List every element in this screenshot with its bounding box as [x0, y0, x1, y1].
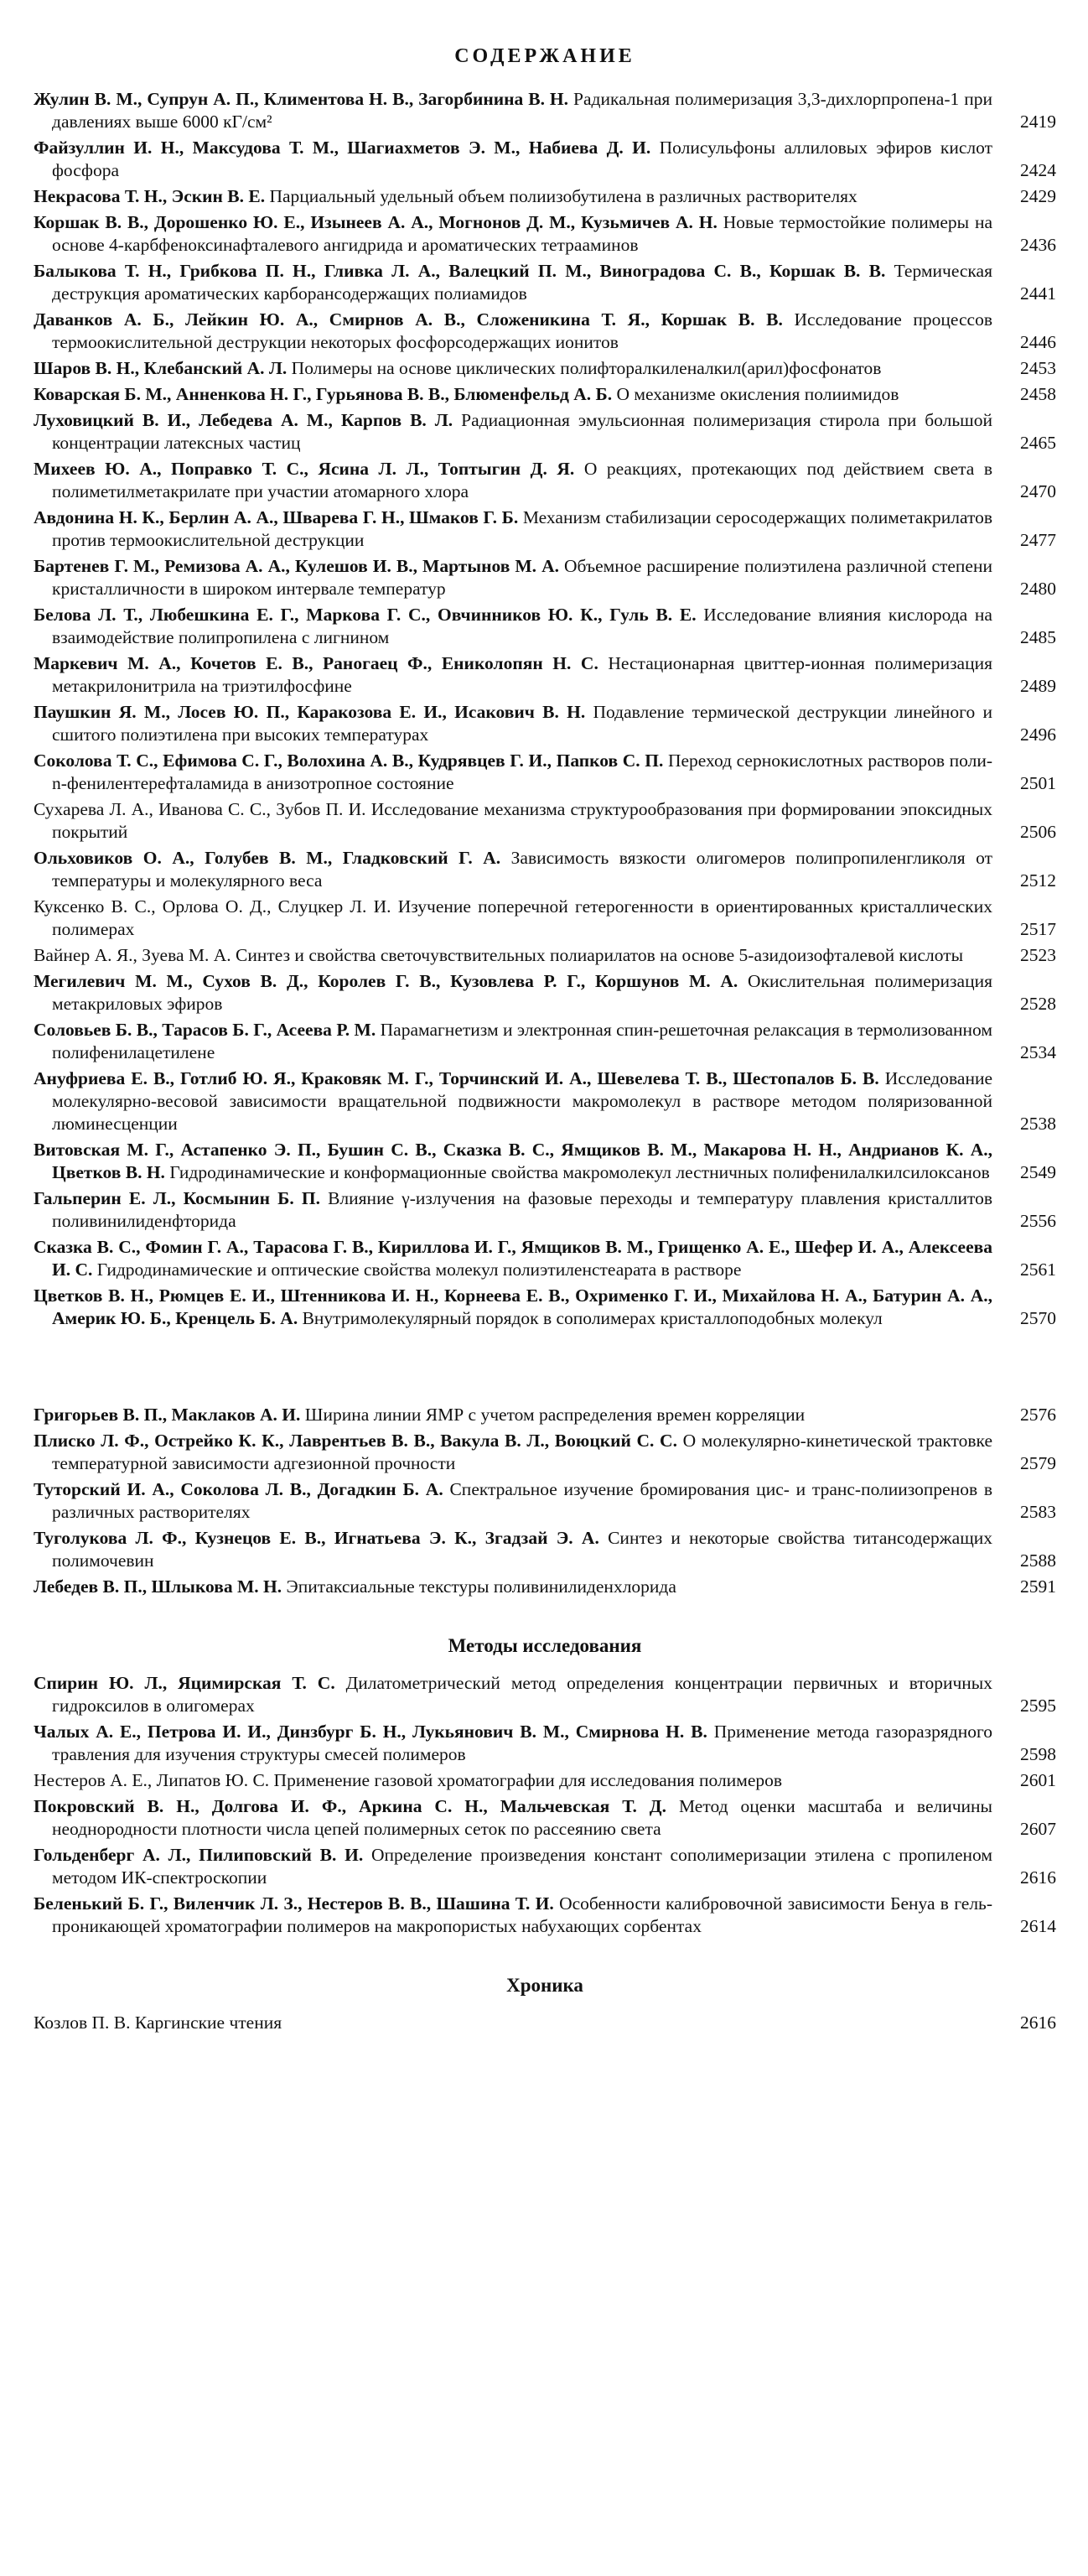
- entry-title: Парамагнетизм и электронная спин-решеточная релаксация в термолизованном полифенилацетилене: [52, 1020, 993, 1062]
- entry-title: Внутримолекулярный порядок в сополимерах кристаллоподобных молекул: [302, 1308, 883, 1328]
- entry-text: [34, 1478, 992, 1524]
- toc-entry: [34, 555, 1056, 600]
- page-number: 2556: [1020, 1211, 1056, 1231]
- toc-entry: [34, 1139, 1056, 1184]
- chronicle-entries: [34, 2012, 1056, 2034]
- page-number: 2549: [1020, 1162, 1056, 1182]
- entry-authors: Авдонина Н. К., Берлин А. А., Шварева Г. Н., Шмаков Г. Б.: [34, 507, 519, 527]
- entry-text: [34, 847, 992, 892]
- short-entries: [34, 1404, 1056, 1598]
- entry-authors: Михеев Ю. А., Поправко Т. С., Ясина Л. Л., Топтыгин Д. Я.: [34, 459, 575, 479]
- page-number: 2480: [1020, 579, 1056, 599]
- toc-entry: [34, 944, 1056, 967]
- entry-text: [34, 2012, 992, 2034]
- page-number: 2436: [1020, 235, 1056, 255]
- page-number: 2501: [1020, 773, 1056, 793]
- toc-entry: [34, 847, 1056, 892]
- toc-entry: [34, 1795, 1056, 1841]
- toc-entry: [34, 2012, 1056, 2034]
- page-number: 2470: [1020, 481, 1056, 501]
- page-number: 2534: [1020, 1042, 1056, 1062]
- entry-title: Гидродинамические и оптические свойства молекул полиэтиленстеарата в растворе: [96, 1259, 742, 1280]
- entry-title: Эпитаксиальные текстуры поливинилиденхлорида: [286, 1576, 676, 1597]
- entry-title: Переход сернокислотных растворов поли-n-фенилентерефталамида в анизотропное состояние: [52, 750, 992, 793]
- entry-title: Подавление термической деструкции линейного и сшитого полиэтилена при высоких температурах: [52, 702, 992, 745]
- entry-title: Ширина линии ЯМР с учетом распределения времен корреляции: [304, 1405, 806, 1425]
- toc-entry: [34, 1672, 1056, 1717]
- entry-title: Влияние γ-излучения на фазовые переходы и температуру плавления кристаллитов поливинилиденфторида: [52, 1188, 993, 1231]
- toc-entry: [34, 1844, 1056, 1889]
- toc-entry: [34, 506, 1056, 552]
- toc-entry: [34, 1527, 1056, 1572]
- entry-title: Спектральное изучение бромирования цис- и транс-полиизопренов в различных растворителях: [52, 1479, 993, 1522]
- entry-text: [34, 555, 992, 600]
- page-number: 2424: [1020, 160, 1056, 180]
- entry-title: Козлов П. В. Каргинские чтения: [34, 2012, 282, 2033]
- entry-text: [34, 409, 992, 454]
- entry-text: [34, 458, 992, 503]
- entry-text: [34, 1404, 992, 1426]
- page-number: 2538: [1020, 1114, 1056, 1134]
- page-number: 2517: [1020, 919, 1056, 939]
- entry-authors: Витовская М. Г., Астапенко Э. П., Бушин С. В., Сказка В. С., Ямщиков В. М., Макарова Н. Н., Андрианов К. А., Цветков В. Н.: [34, 1140, 992, 1182]
- page-number: 2576: [1020, 1405, 1056, 1425]
- entry-title: Механизм стабилизации серосодержащих полиметакрилатов против термоокислительной деструкции: [52, 507, 992, 550]
- entry-text: [34, 1795, 992, 1841]
- entry-text: [34, 1721, 992, 1766]
- toc-entry: [34, 383, 1056, 406]
- entry-title: Определение произведения констант сополимеризации этилена с пропиленом методом ИК-спектроскопии: [52, 1845, 993, 1888]
- entry-text: [34, 309, 992, 354]
- entry-text: [34, 1139, 992, 1184]
- page-number: 2616: [1020, 2012, 1056, 2033]
- page-number: 2601: [1020, 1770, 1056, 1790]
- entry-authors: Луховицкий В. И., Лебедева А. М., Карпов В. Л.: [34, 410, 453, 430]
- entry-title: Исследование влияния кислорода на взаимодействие полипропилена с лигнином: [52, 605, 992, 647]
- entry-text: [34, 970, 992, 1015]
- entry-title: О молекулярно-кинетической трактовке температурной зависимости адгезионной прочности: [52, 1431, 992, 1473]
- toc-entry: [34, 1019, 1056, 1064]
- entry-title: Радикальная полимеризация 3,3-дихлорпропена-1 при давлениях выше 6000 кГ/см²: [52, 89, 992, 132]
- entry-text: [34, 1019, 992, 1064]
- entry-authors: Туторский И. А., Соколова Л. В., Догадкин Б. А.: [34, 1479, 443, 1499]
- entry-text: [34, 798, 992, 844]
- entry-title: Синтез и некоторые свойства титансодержащих полимочевин: [52, 1528, 993, 1571]
- entry-title: Полисульфоны аллиловых эфиров кислот фосфора: [52, 138, 992, 180]
- toc-entry: [34, 1404, 1056, 1426]
- entry-title: Нестационарная цвиттер-ионная полимеризация метакрилонитрила на триэтилфосфине: [52, 653, 993, 696]
- toc-entry: [34, 604, 1056, 649]
- page-number: 2419: [1020, 112, 1056, 132]
- entry-authors: Бартенев Г. М., Ремизова А. А., Кулешов И. В., Мартынов М. А.: [34, 556, 559, 576]
- entry-authors: Гальперин Е. Л., Космынин Б. П.: [34, 1188, 320, 1208]
- entry-authors: Чалых А. Е., Петрова И. И., Динзбург Б. Н., Лукьянович В. М., Смирнова Н. В.: [34, 1722, 707, 1742]
- page-number: 2598: [1020, 1744, 1056, 1764]
- page-number: 2570: [1020, 1308, 1056, 1328]
- toc-entry: [34, 1576, 1056, 1598]
- page-number: 2458: [1020, 384, 1056, 404]
- entry-text: [34, 944, 992, 967]
- entry-text: [34, 383, 992, 406]
- entry-text: [34, 1672, 992, 1717]
- entry-title: Окислительная полимеризация метакриловых эфиров: [52, 971, 992, 1014]
- toc-entry: [34, 137, 1056, 182]
- entry-title: Куксенко В. С., Орлова О. Д., Слуцкер Л. И. Изучение поперечной гетерогенности в ориентированных кристаллических полимерах: [34, 896, 992, 939]
- toc-entry: [34, 798, 1056, 844]
- entry-text: [34, 1430, 992, 1475]
- toc-entry: [34, 88, 1056, 133]
- page-number: 2446: [1020, 332, 1056, 352]
- toc-entry: [34, 1478, 1056, 1524]
- entry-text: [34, 1893, 992, 1938]
- page-number: 2485: [1020, 627, 1056, 647]
- contents-page: [34, 34, 1056, 2038]
- page-number: 2523: [1020, 945, 1056, 965]
- page-number: 2591: [1020, 1576, 1056, 1597]
- methods-entries: [34, 1672, 1056, 1938]
- entry-authors: Паушкин Я. М., Лосев Ю. П., Каракозова Е. И., Исакович В. Н.: [34, 702, 586, 722]
- entry-title: Метод оценки масштаба и величины неоднородности плотности числа цепей полимерных сеток по рассеянию света: [52, 1796, 993, 1839]
- page-number: 2453: [1020, 358, 1056, 378]
- entry-authors: Беленький Б. Г., Виленчик Л. З., Нестеров В. В., Шашина Т. И.: [34, 1893, 554, 1914]
- entry-title: Термическая деструкция ароматических карборансодержащих полиамидов: [52, 261, 992, 304]
- entry-authors: Спирин Ю. Л., Яцимирская Т. С.: [34, 1673, 335, 1693]
- entry-title: Объемное расширение полиэтилена различной степени кристалличности в широком интервале температур: [52, 556, 992, 599]
- entry-title: Применение метода газоразрядного травления для изучения структуры смесей полимеров: [52, 1722, 992, 1764]
- page-number: 2528: [1020, 994, 1056, 1014]
- entry-authors: Коварская Б. М., Анненкова Н. Г., Гурьянова В. В., Блюменфельд А. Б.: [34, 384, 613, 404]
- toc-entry: [34, 1893, 1056, 1938]
- page-number: 2607: [1020, 1819, 1056, 1839]
- entry-authors: Сказка В. С., Фомин Г. А., Тарасова Г. В., Кириллова И. Г., Ямщиков В. М., Грищенко А. Е., Шефер И. А., Алексеева И. С.: [34, 1237, 992, 1280]
- entry-title: О реакциях, протекающих под действием света в полиметилметакрилате при участии атомарного хлора: [52, 459, 992, 501]
- entry-text: [34, 137, 992, 182]
- toc-entry: [34, 309, 1056, 354]
- entry-authors: Файзуллин И. Н., Максудова Т. М., Шагиахметов Э. М., Набиева Д. И.: [34, 138, 651, 158]
- page-number: 2506: [1020, 822, 1056, 842]
- page-number: 2465: [1020, 433, 1056, 453]
- toc-entry: [34, 1721, 1056, 1766]
- entry-title: Дилатометрический метод определения концентрации первичных и вторичных гидроксилов в олигомерах: [52, 1673, 993, 1716]
- entry-text: [34, 701, 992, 746]
- entry-authors: Ольховиков О. А., Голубев В. М., Гладковский Г. А.: [34, 848, 501, 868]
- toc-entry: [34, 1769, 1056, 1792]
- entry-title: Исследование процессов термоокислительной деструкции некоторых фосфорсодержащих ионитов: [52, 309, 992, 352]
- toc-entry: [34, 1236, 1056, 1281]
- entry-title: Новые термостойкие полимеры на основе 4-карбфеноксинафталевого ангидрида и ароматических тетрааминов: [52, 212, 992, 255]
- chronicle-title: Хроника: [506, 1975, 583, 1996]
- entry-authors: Коршак В. В., Дорошенко Ю. Е., Изынеев А. А., Могнонов Д. М., Кузьмичев А. Н.: [34, 212, 718, 232]
- page-number: 2441: [1020, 283, 1056, 304]
- entry-authors: Мегилевич М. М., Сухов В. Д., Королев Г. В., Кузовлева Р. Г., Коршунов М. А.: [34, 971, 738, 991]
- entry-text: [34, 211, 992, 257]
- entry-title: Радиационная эмульсионная полимеризация стирола при большой концентрации латексных частиц: [52, 410, 992, 453]
- toc-entry: [34, 1285, 1056, 1330]
- entry-text: [34, 896, 992, 941]
- toc-entry: [34, 701, 1056, 746]
- page-number: 2496: [1020, 724, 1056, 745]
- entry-text: [34, 357, 992, 380]
- entry-authors: Балыкова Т. Н., Грибкова П. Н., Гливка Л. А., Валецкий П. М., Виноградова С. В., Коршак В. В.: [34, 261, 886, 281]
- main-entries: [34, 88, 1056, 1330]
- entry-text: [34, 1067, 992, 1135]
- entry-text: [34, 1844, 992, 1889]
- page-number: 2561: [1020, 1259, 1056, 1280]
- entry-authors: Даванков А. Б., Лейкин Ю. А., Смирнов А. В., Сложеникина Т. Я., Коршак В. В.: [34, 309, 783, 330]
- entry-title: Парциальный удельный объем полиизобутилена в различных растворителях: [269, 186, 857, 206]
- toc-entry: [34, 409, 1056, 454]
- entry-text: [34, 1187, 992, 1233]
- entry-text: [34, 1576, 992, 1598]
- entry-text: [34, 1769, 992, 1792]
- toc-entry: [34, 185, 1056, 208]
- page-number: 2477: [1020, 530, 1056, 550]
- page-number: 2512: [1020, 870, 1056, 891]
- toc-entry: [34, 1067, 1056, 1135]
- entry-authors: Григорьев В. П., Маклаков А. И.: [34, 1405, 301, 1425]
- entry-text: [34, 88, 992, 133]
- entry-authors: Соколова Т. С., Ефимова С. Г., Волохина А. В., Кудрявцев Г. И., Папков С. П.: [34, 750, 664, 771]
- section-gap: [34, 1333, 1056, 1404]
- page-number: 2579: [1020, 1453, 1056, 1473]
- methods-title: Методы исследования: [448, 1635, 642, 1656]
- page-number: 2429: [1020, 186, 1056, 206]
- contents-title: СОДЕРЖАНИЕ: [454, 45, 635, 67]
- entry-title: О механизме окисления полиимидов: [616, 384, 899, 404]
- entry-authors: Ануфриева Е. В., Готлиб Ю. Я., Краковяк М. Г., Торчинский И. А., Шевелева Т. В., Шестопалов Б. В.: [34, 1068, 879, 1088]
- entry-text: [34, 750, 992, 795]
- entry-title: Нестеров А. Е., Липатов Ю. С. Применение газовой хроматографии для исследования полимеров: [34, 1770, 783, 1790]
- entry-text: [34, 506, 992, 552]
- entry-text: [34, 604, 992, 649]
- toc-entry: [34, 1187, 1056, 1233]
- toc-entry: [34, 357, 1056, 380]
- entry-authors: Цветков В. Н., Рюмцев Е. И., Штенникова И. Н., Корнеева Е. В., Охрименко Г. И., Михайлова Н. А., Батурин А. А., Америк Ю. Б., Кренцель Б. А.: [34, 1285, 992, 1328]
- page-number: 2614: [1020, 1916, 1056, 1936]
- entry-authors: Лебедев В. П., Шлыкова М. Н.: [34, 1576, 282, 1597]
- entry-authors: Покровский В. Н., Долгова И. Ф., Аркина С. Н., Мальчевская Т. Д.: [34, 1796, 666, 1816]
- entry-text: [34, 1527, 992, 1572]
- entry-authors: Маркевич М. А., Кочетов Е. В., Раногаец Ф., Ениколопян Н. С.: [34, 653, 598, 673]
- entry-authors: Гольденберг А. Л., Пилиповский В. И.: [34, 1845, 364, 1865]
- entry-authors: Соловьев Б. В., Тарасов Б. Г., Асеева Р. М.: [34, 1020, 376, 1040]
- entry-title: Зависимость вязкости олигомеров полипропиленгликоля от температуры и молекулярного веса: [52, 848, 992, 891]
- toc-entry: [34, 211, 1056, 257]
- entry-text: [34, 260, 992, 305]
- toc-entry: [34, 970, 1056, 1015]
- entry-authors: Жулин В. М., Супрун А. П., Климентова Н. В., Загорбинина В. Н.: [34, 89, 569, 109]
- entry-title: Гидродинамические и конформационные свойства макромолекул лестничных полифенилалкилсилоксанов: [169, 1162, 990, 1182]
- entry-authors: Белова Л. Т., Любешкина Е. Г., Маркова Г. С., Овчинников Ю. К., Гуль В. Е.: [34, 605, 697, 625]
- toc-entry: [34, 750, 1056, 795]
- entry-title: Вайнер А. Я., Зуева М. А. Синтез и свойства светочувствительных полиарилатов на основе 5-азидоизофталевой кислоты: [34, 945, 964, 965]
- entry-title: Полимеры на основе циклических полифторалкиленалкил(арил)фосфонатов: [291, 358, 882, 378]
- entry-text: [34, 652, 992, 698]
- entry-title: Сухарева Л. А., Иванова С. С., Зубов П. И. Исследование механизма структурообразования при формировании эпоксидных покрытий: [34, 799, 992, 842]
- page-number: 2616: [1020, 1867, 1056, 1888]
- toc-entry: [34, 458, 1056, 503]
- entry-title: Исследование молекулярно-весовой зависимости вращательной подвижности макромолекул в растворе методом поляризованной люминесценции: [52, 1068, 993, 1134]
- entry-text: [34, 1285, 992, 1330]
- toc-entry: [34, 260, 1056, 305]
- entry-text: [34, 1236, 992, 1281]
- page-number: 2489: [1020, 676, 1056, 696]
- entry-authors: Плиско Л. Ф., Острейко К. К., Лаврентьев В. В., Вакула В. Л., Воюцкий С. С.: [34, 1431, 677, 1451]
- toc-entry: [34, 896, 1056, 941]
- page-number: 2595: [1020, 1696, 1056, 1716]
- toc-entry: [34, 1430, 1056, 1475]
- entry-authors: Шаров В. Н., Клебанский А. Л.: [34, 358, 288, 378]
- page-number: 2588: [1020, 1550, 1056, 1571]
- entry-authors: Некрасова Т. Н., Эскин В. Е.: [34, 186, 266, 206]
- page-number: 2583: [1020, 1502, 1056, 1522]
- entry-title: Особенности калибровочной зависимости Бенуа в гель-проникающей хроматографии полимеров на макропористых набухающих сорбентах: [52, 1893, 993, 1936]
- entry-text: [34, 185, 992, 208]
- entry-authors: Туголукова Л. Ф., Кузнецов Е. В., Игнатьева Э. К., Згадзай Э. А.: [34, 1528, 599, 1548]
- toc-entry: [34, 652, 1056, 698]
